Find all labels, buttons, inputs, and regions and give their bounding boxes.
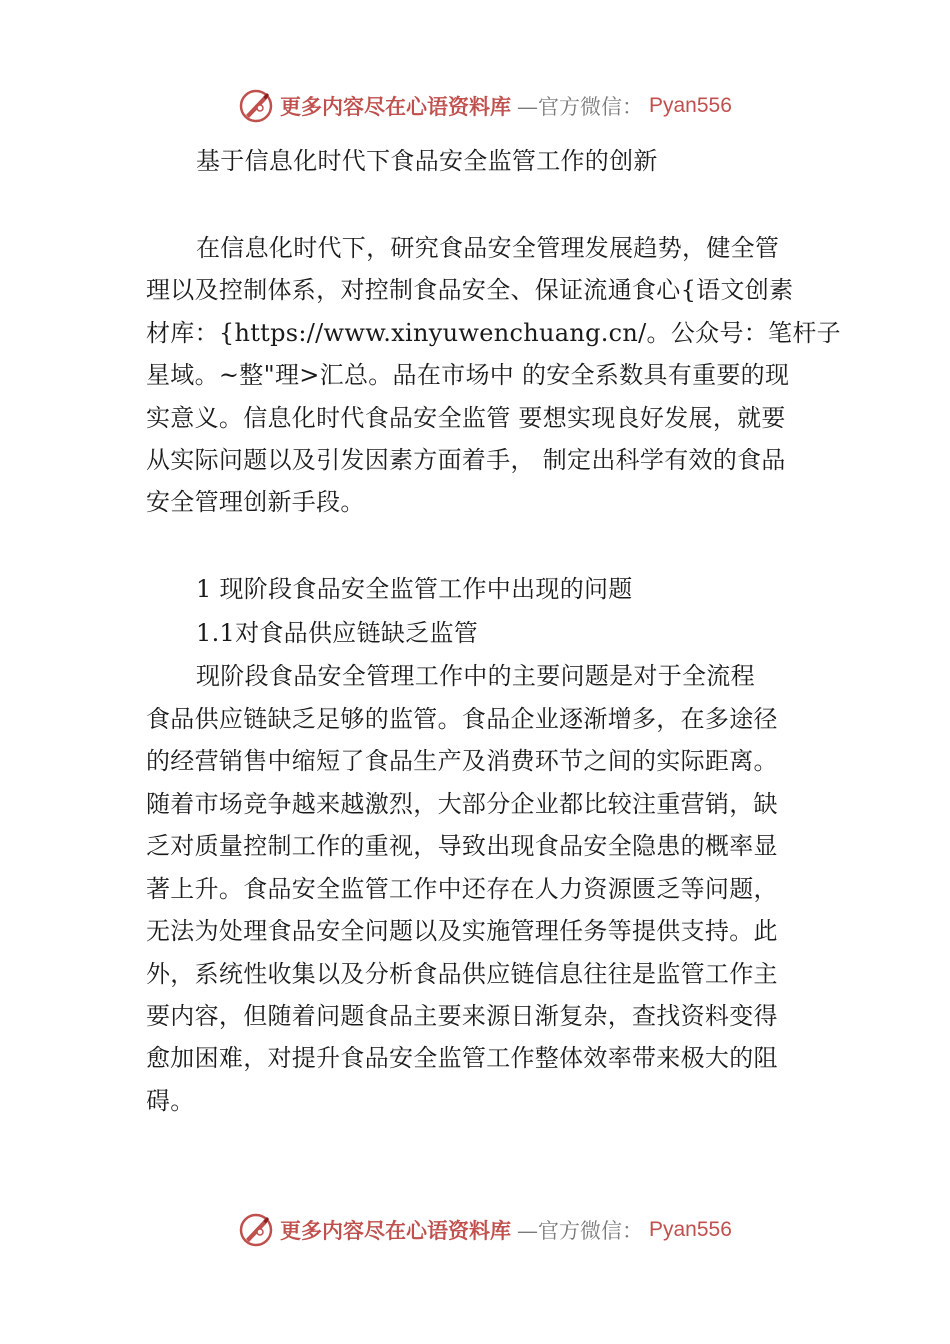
subsection-heading: 1.1对食品供应链缺乏监管 [196, 619, 479, 647]
body-line: 著上升。食品安全监管工作中还存在人力资源匮乏等问题， [146, 875, 778, 903]
body-line: 碍。 [146, 1087, 195, 1115]
banner-separator-text: —官方微信： [517, 95, 643, 119]
intro-line: 星域。~整"理>汇总。品在市场中 的安全系数具有重要的现 [146, 361, 790, 389]
banner-separator-text: —官方微信： [517, 1219, 643, 1243]
banner-brand-text: 更多内容尽在心语资料库 [280, 94, 511, 119]
intro-line: 安全管理创新手段。 [146, 488, 365, 516]
brand-logo-icon [238, 1212, 274, 1248]
body-line: 愈加困难，对提升食品安全监管工作整体效率带来极大的阻 [146, 1044, 778, 1072]
intro-line: 在信息化时代下，研究食品安全管理发展趋势，健全管 [196, 234, 780, 262]
body-line: 要内容，但随着问题食品主要来源日渐复杂，查找资料变得 [146, 1002, 778, 1030]
banner-wechat-id: Pyan556 [649, 94, 732, 117]
document-title: 基于信息化时代下食品安全监管工作的创新 [196, 147, 658, 175]
section-heading: 1 现阶段食品安全监管工作中出现的问题 [196, 575, 633, 603]
body-line: 乏对质量控制工作的重视，导致出现食品安全隐患的概率显 [146, 832, 778, 860]
brand-logo-icon [238, 88, 274, 124]
intro-line: 从实际问题以及引发因素方面着手， 制定出科学有效的食品 [146, 446, 786, 474]
body-line: 食品供应链缺乏足够的监管。食品企业逐渐增多，在多途径 [146, 705, 778, 733]
header-banner [238, 86, 732, 126]
intro-line: 实意义。信息化时代食品安全监管 要想实现良好发展，就要 [146, 404, 786, 432]
banner-brand-text: 更多内容尽在心语资料库 [280, 1218, 511, 1243]
banner-wechat-id: Pyan556 [649, 1218, 732, 1241]
body-line: 的经营销售中缩短了食品生产及消费环节之间的实际距离。 [146, 747, 778, 775]
body-line: 随着市场竞争越来越激烈，大部分企业都比较注重营销，缺 [146, 790, 778, 818]
footer-banner [238, 1210, 732, 1250]
body-line: 无法为处理食品安全问题以及实施管理任务等提供支持。此 [146, 917, 778, 945]
body-line: 外，系统性收集以及分析食品供应链信息往往是监管工作主 [146, 960, 778, 988]
intro-line: 理以及控制体系，对控制食品安全、保证流通食心{语文创素 [146, 276, 794, 304]
intro-line: 材库：{https://www.xinyuwenchuang.cn/。公众号：笔杆子 [146, 319, 841, 347]
body-line: 现阶段食品安全管理工作中的主要问题是对于全流程 [196, 662, 755, 690]
